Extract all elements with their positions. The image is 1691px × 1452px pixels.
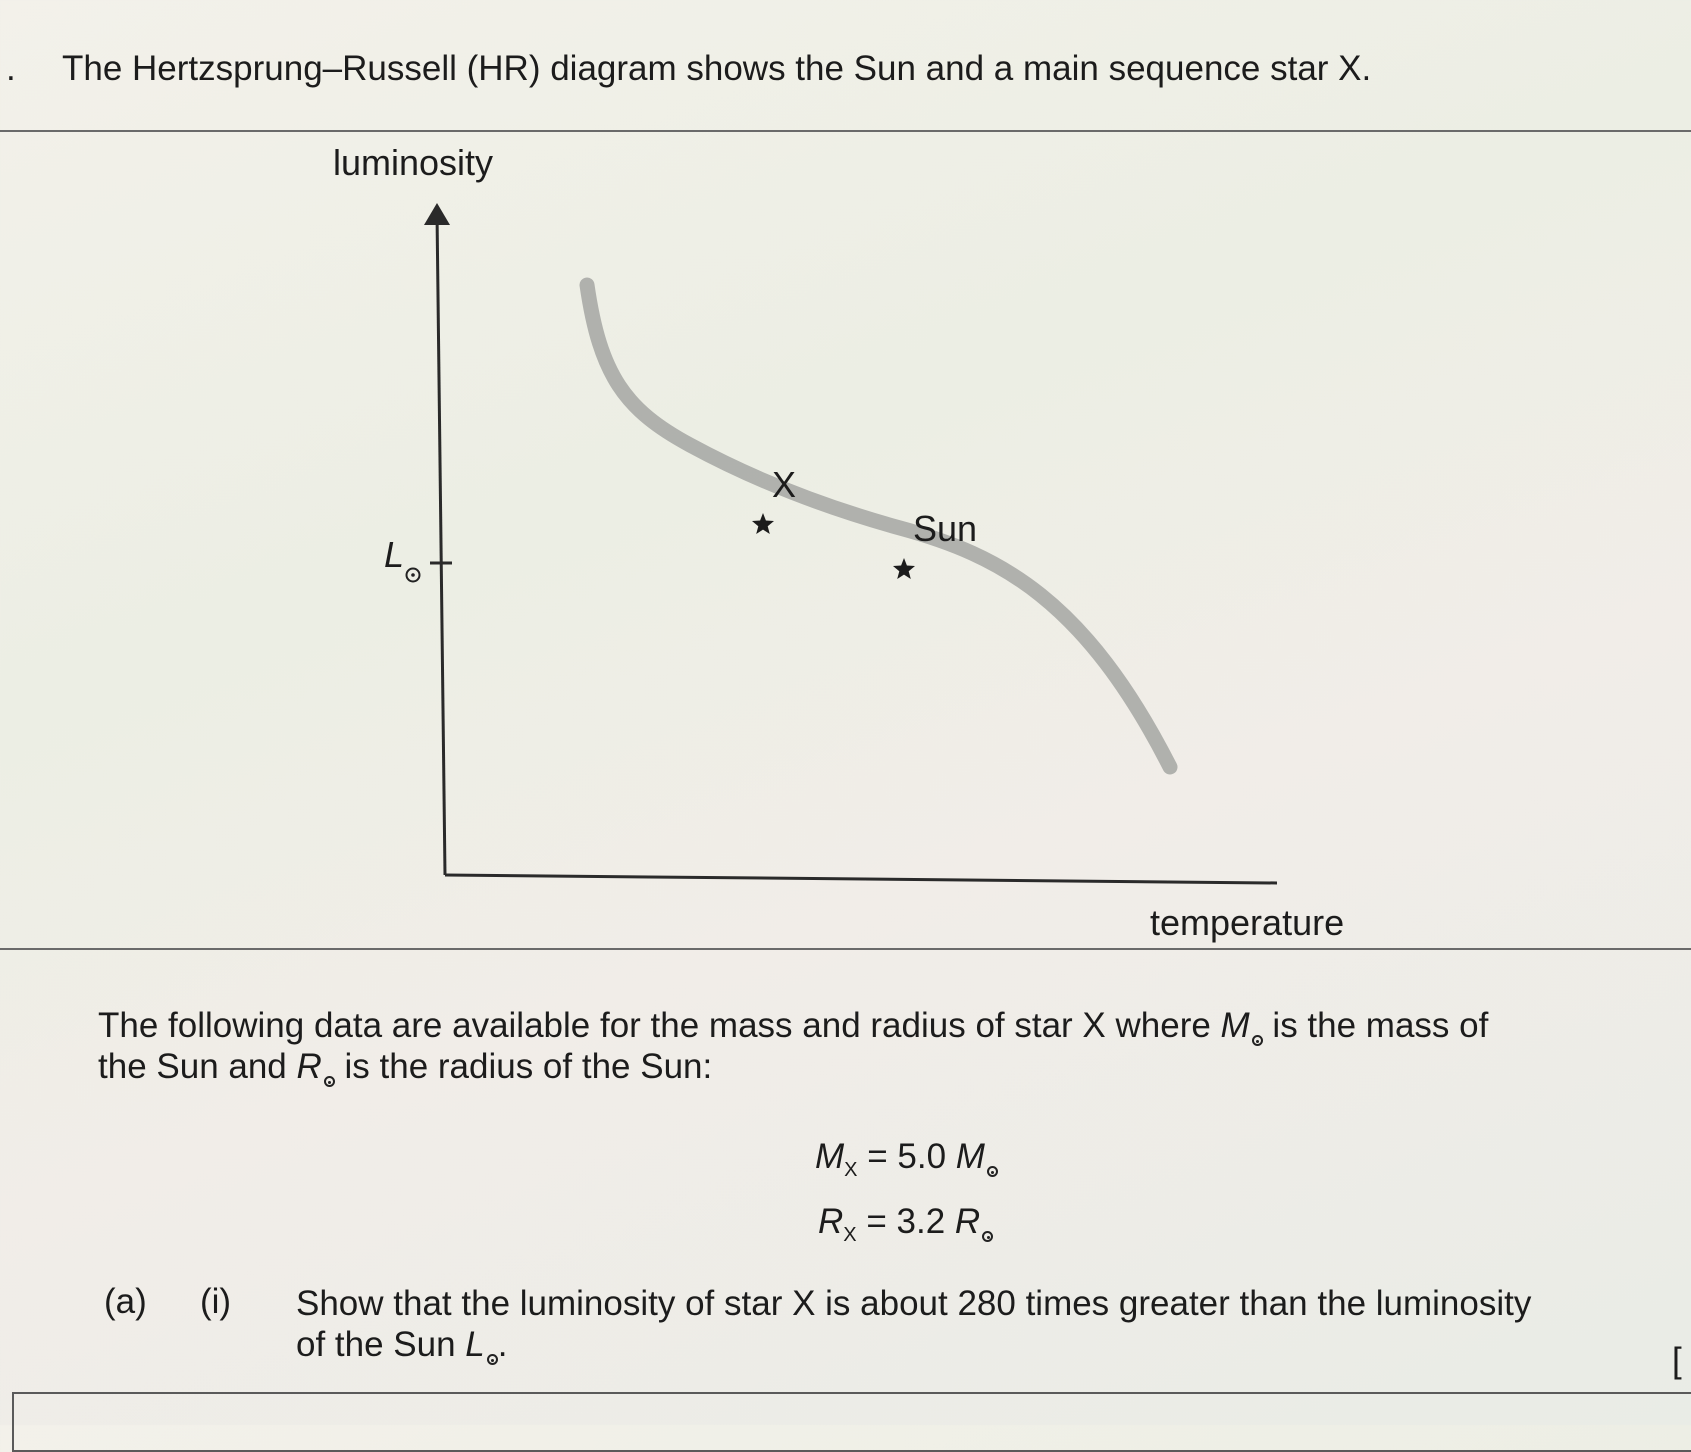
y-axis-arrowhead: [424, 203, 450, 225]
part-a-line2-end: .: [497, 1325, 508, 1364]
question-number: .: [6, 49, 16, 88]
radius-symbol: R: [296, 1047, 322, 1086]
marks-bracket: [: [1672, 1341, 1682, 1380]
hr-diagram: [0, 135, 1691, 955]
part-a-line2-text: of the Sun: [296, 1325, 466, 1364]
sun-symbol-icon: [407, 569, 420, 582]
part-a-label: (a): [104, 1282, 147, 1321]
mid-divider: [0, 948, 1691, 950]
radius-equation-value: = 3.2: [856, 1202, 946, 1241]
luminosity-symbol: L: [465, 1325, 485, 1364]
part-a-question-line2: [296, 1324, 508, 1365]
mass-equation: [815, 1136, 998, 1191]
data-text-mid: is the mass of: [1262, 1006, 1489, 1045]
main-sequence-band: [587, 285, 1170, 767]
x-axis-label: temperature: [1150, 902, 1345, 943]
l-sun-label: L: [384, 534, 405, 575]
sun-subscript-icon: [982, 1231, 993, 1242]
sun-label: Sun: [913, 508, 978, 549]
mass-equation-value: = 5.0: [857, 1137, 947, 1176]
mass-equation-lhs: M: [815, 1137, 845, 1176]
mass-symbol: M: [1220, 1006, 1250, 1045]
sun-subscript-icon: [987, 1166, 998, 1177]
sun-subscript-icon: [1252, 1035, 1263, 1046]
y-axis-label: luminosity: [333, 142, 494, 183]
sun-subscript-icon: [324, 1076, 335, 1087]
part-a-i-label: (i): [200, 1282, 232, 1321]
top-divider: [0, 130, 1691, 132]
question-intro: The Hertzsprung–Russell (HR) diagram shows the Sun and a main sequence star X.: [62, 49, 1372, 88]
star-x-label: X: [772, 464, 797, 505]
x-axis: [445, 875, 1277, 883]
data-text-end: is the radius of the Sun:: [334, 1047, 713, 1086]
y-axis: [437, 213, 445, 875]
radius-equation-lhs: R: [818, 1202, 844, 1241]
radius-equation-rhs: R: [954, 1202, 981, 1241]
data-paragraph-line1: [98, 1005, 1488, 1046]
data-text-start: The following data are available for the mass and radius of star X where: [98, 1006, 1221, 1045]
part-a-question-line1: Show that the luminosity of star X is about 280 times greater than the luminosity: [296, 1284, 1532, 1323]
mass-equation-subscript: X: [844, 1159, 858, 1181]
radius-equation-subscript: X: [843, 1224, 857, 1246]
sun-subscript-icon: [487, 1354, 498, 1365]
radius-equation: [818, 1201, 993, 1256]
data-paragraph-line2: [98, 1046, 712, 1087]
answer-box[interactable]: [12, 1392, 1691, 1452]
mass-equation-rhs: M: [955, 1137, 985, 1176]
star-x-marker-icon: [752, 513, 774, 534]
data-text-line2-start: the Sun and: [98, 1047, 297, 1086]
sun-marker-icon: [893, 558, 915, 579]
